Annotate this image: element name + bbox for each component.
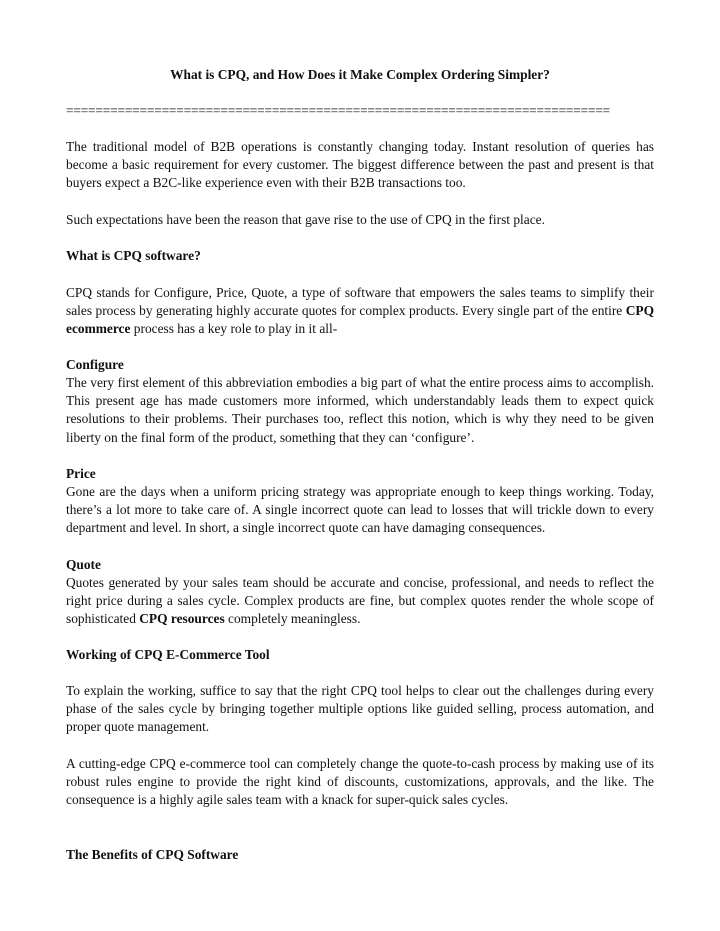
- heading-quote: Quote: [66, 557, 101, 572]
- heading-configure: Configure: [66, 357, 124, 372]
- document-title: What is CPQ, and How Does it Make Complex Ordering Simpler?: [170, 67, 550, 82]
- heading-what-is-cpq: What is CPQ software?: [66, 248, 201, 263]
- heading-price: Price: [66, 466, 96, 481]
- what-text-b: process has a key role to play in it all-: [130, 321, 338, 337]
- cpq-ecommerce-link-text: CPQ ecommerce: [66, 303, 654, 337]
- working-paragraph-1: To explain the working, suffice to say that the right CPQ tool helps to clear out the challenges during every phase of the sales cycle by bringing together multiple options like guided selling, process automation, and proper quote management.: [66, 683, 654, 735]
- configure-paragraph: The very first element of this abbreviation embodies a big part of what the entire process aims to accomplish. This present age has made customers more informed, which understandably leads them to expect quick resolutions to their problems. Their purchases too, reflect this notion, which is why they need to be given liberty on the final form of the product, something that they can ‘configure’.: [66, 375, 654, 445]
- heading-benefits: The Benefits of CPQ Software: [66, 847, 239, 862]
- quote-paragraph: [66, 574, 654, 629]
- quote-text-b: completely meaningless.: [224, 611, 361, 627]
- working-paragraph-2: A cutting-edge CPQ e-commerce tool can completely change the quote-to-cash process by making use of its robust rules engine to provide the right kind of discounts, customizations, approvals, and the like. The consequence is a highly agile sales team with a knack for super-quick sales cycles.: [66, 756, 654, 808]
- price-paragraph: Gone are the days when a uniform pricing strategy was appropriate enough to keep things working. Today, there’s a lot more to take care of. A single incorrect quote can lead to losses that will trickle down to every department and level. In short, a single incorrect quote can have damaging consequences.: [66, 484, 654, 536]
- separator-line: ==========================================================================: [66, 103, 611, 118]
- intro-paragraph-1: The traditional model of B2B operations is constantly changing today. Instant resolution of queries has become a basic requirement for every customer. The biggest difference between the past and present is that buyers expect a B2C-like experience even with their B2B transactions too.: [66, 139, 654, 191]
- what-is-cpq-paragraph: [66, 284, 654, 339]
- heading-working: Working of CPQ E-Commerce Tool: [66, 647, 270, 662]
- what-text-a: CPQ stands for Configure, Price, Quote, a type of software that empowers the sales teams to simplify their sales process by generating highly accurate quotes for complex products. Every single part of the entire: [66, 285, 654, 319]
- intro-paragraph-2: Such expectations have been the reason that gave rise to the use of CPQ in the first place.: [66, 212, 545, 227]
- quote-text-a: Quotes generated by your sales team should be accurate and concise, professional, and needs to reflect the right price during a sales cycle. Complex products are fine, but complex quotes render the whole scope of sophisticated: [66, 575, 654, 627]
- cpq-resources-link-text: CPQ resources: [139, 611, 225, 627]
